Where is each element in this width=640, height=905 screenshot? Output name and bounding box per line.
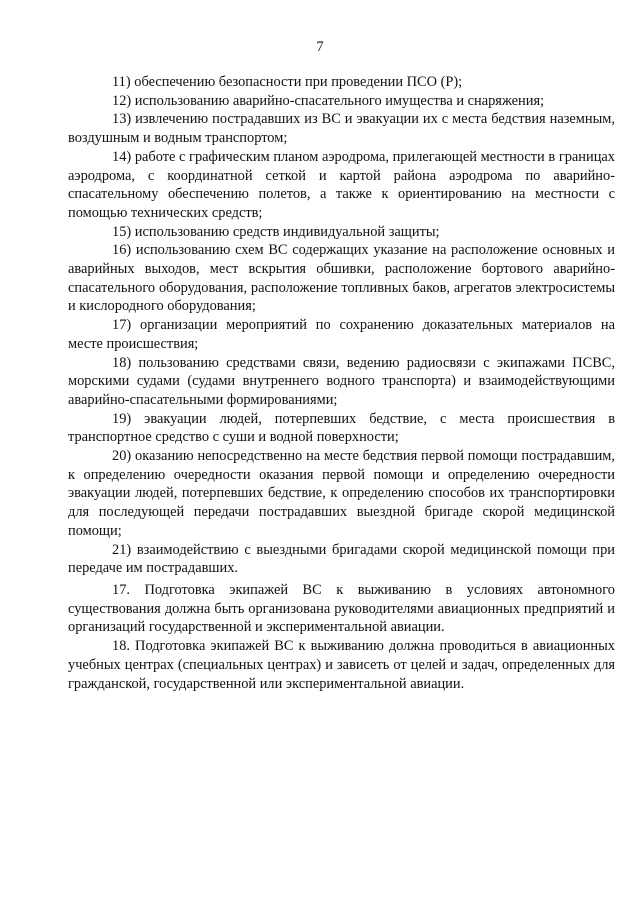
list-item-14: 14) работе с графическим планом аэродрома, прилегающей местности в границах аэродрома, с координатной сеткой и картой района аэродрома по аварийно-спасательному обеспечению полетов, а также к ориентированию на местности с помощью технических средств; [68, 148, 615, 221]
section-18-paragraph: 18. Подготовка экипажей ВС к выживанию должна проводиться в авиационных учебных центрах (специальных центрах) и зависеть от целей и задач, определенных для гражданской, государственной или экспериментальной авиации. [68, 638, 615, 692]
page-number: 7 [316, 39, 324, 55]
list-item-11: 11) обеспечению безопасности при проведении ПСО (Р); [112, 74, 463, 90]
list-item-13: 13) извлечению пострадавших из ВС и эвакуации их с места бедствия наземным, воздушным и водным транспортом; [68, 111, 615, 147]
document-body [68, 73, 615, 693]
list-item-16: 16) использованию схем ВС содержащих указание на расположение основных и аварийных выходов, мест вскрытия обшивки, расположение бортового аварийно-спасательного оборудования, расположение топливных баков, агрегатов электросистемы и кислородного оборудования; [68, 242, 615, 315]
list-item-18: 18) пользованию средствами связи, ведению радиосвязи с экипажами ПСВС, морскими судами (судами внутреннего водного транспорта) и взаимодействующими аварийно-спасательными формированиями; [68, 354, 615, 408]
list-item-21: 21) взаимодействию с выездными бригадами скорой медицинской помощи при передаче им пострадавших. [68, 541, 615, 577]
section-17-paragraph: 17. Подготовка экипажей ВС к выживанию в условиях автономного существования должна быть организована руководителями авиационных предприятий и организаций государственной и экспериментальной авиации. [68, 581, 615, 636]
list-item-20: 20) оказанию непосредственно на месте бедствия первой помощи пострадавшим, к определению очередности оказания первой помощи и определению очередности эвакуации людей, потерпевших бедствие, к определению способов их транспортировки для последующей передачи пострадавших выездной бригаде скорой медицинской помощи; [68, 448, 615, 539]
list-item-12: 12) использованию аварийно-спасательного имущества и снаряжения; [112, 92, 545, 109]
list-item-17: 17) организации мероприятий по сохранению доказательных материалов на месте происшествия; [68, 317, 615, 352]
list-item-19: 19) эвакуации людей, потерпевших бедствие, с места происшествия в транспортное средство с суши и водной поверхности; [68, 410, 615, 446]
list-item-15: 15) использованию средств индивидуальной защиты; [112, 223, 440, 240]
